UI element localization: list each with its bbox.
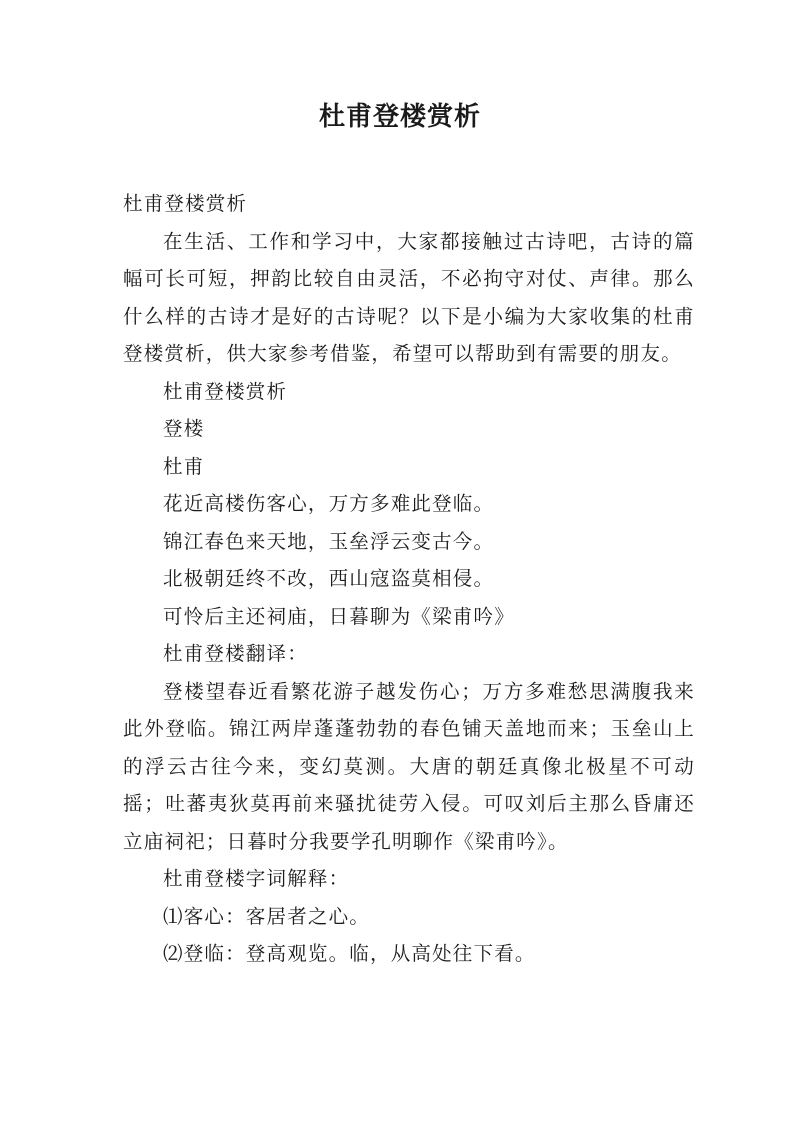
document-body: [123, 185, 695, 973]
paragraph: 登楼望春近看繁花游子越发伤心；万方多难愁思满腹我来此外登临。锦江两岸蓬蓬勃勃的春色铺天盖地而来；玉垒山上的浮云古往今来，变幻莫测。大唐的朝廷真像北极星不可动摇；吐蕃夷狄莫再前来骚扰徒劳入侵。可叹刘后主那么昏庸还立庙祠祀；日暮时分我要学孔明聊作《梁甫吟》。: [123, 679, 695, 853]
paragraph: 可怜后主还祠庙，日暮聊为《梁甫吟》: [163, 604, 515, 628]
paragraph: 花近高楼伤客心，万方多难此登临。: [163, 492, 495, 515]
paragraph: 锦江春色来天地，玉垒浮云变古今。: [163, 529, 495, 553]
paragraph: 在生活、工作和学习中，大家都接触过古诗吧，古诗的篇幅可长可短，押韵比较自由灵活，不必拘守对仗、声律。那么什么样的古诗才是好的古诗呢？以下是小编为大家收集的杜甫登楼赏析，供大家参考借鉴，希望可以帮助到有需要的朋友。: [123, 229, 695, 365]
paragraph: 杜甫登楼赏析: [123, 192, 248, 215]
paragraph: 北极朝廷终不改，西山寇盗莫相侵。: [163, 567, 495, 590]
paragraph: 杜甫登楼赏析: [163, 379, 288, 403]
paragraph: ⑵登临：登高观览。临，从高处往下看。: [163, 942, 536, 965]
paragraph: 杜甫登楼字词解释：: [163, 867, 350, 890]
paragraph: 杜甫登楼翻译：: [163, 642, 308, 665]
paragraph: 杜甫: [163, 454, 205, 478]
paragraph: ⑴客心：客居者之心。: [163, 904, 371, 928]
paragraph: 登楼: [163, 417, 205, 440]
document-title: 杜甫登楼赏析: [318, 102, 481, 132]
